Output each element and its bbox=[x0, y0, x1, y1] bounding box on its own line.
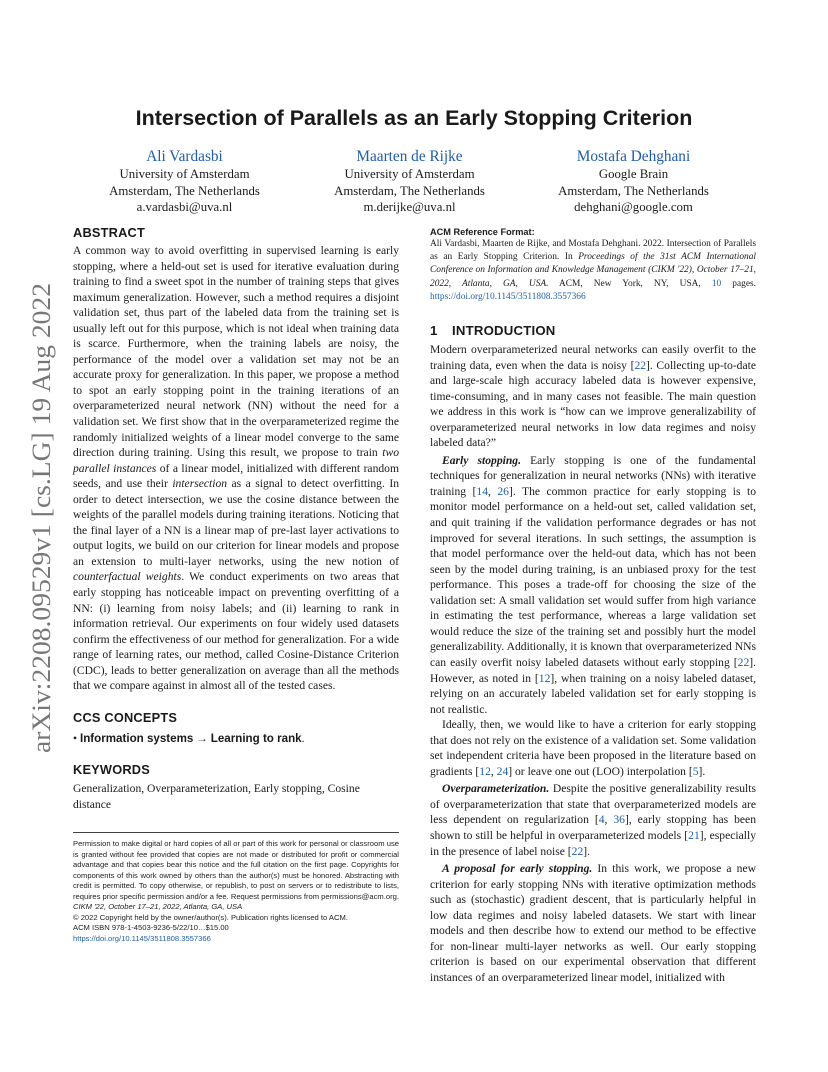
citation-link[interactable]: 22 bbox=[571, 844, 584, 858]
author-location: Amsterdam, The Netherlands bbox=[109, 183, 260, 198]
author-email: m.derijke@uva.nl bbox=[363, 200, 456, 214]
author-name[interactable]: Maarten de Rijke bbox=[356, 148, 463, 165]
author-affiliation: University of Amsterdam bbox=[119, 167, 250, 181]
keywords-heading: KEYWORDS bbox=[73, 762, 150, 778]
author-1 bbox=[72, 148, 297, 216]
isbn: ACM ISBN 978-1-4503-9236-5/22/10…$15.00 bbox=[73, 923, 229, 932]
left-column bbox=[73, 225, 399, 812]
author-3 bbox=[521, 148, 746, 216]
author-affiliation: Google Brain bbox=[598, 167, 669, 181]
citation-link[interactable]: 22 bbox=[634, 358, 647, 372]
arxiv-identifier-text: arXiv:2208.09529v1 [cs.LG] 19 Aug 2022 bbox=[27, 309, 56, 753]
author-name[interactable]: Mostafa Dehghani bbox=[576, 148, 691, 165]
conference-info: CIKM '22, October 17–21, 2022, Atlanta, GA, USA bbox=[73, 902, 243, 911]
ccs-heading: CCS CONCEPTS bbox=[73, 709, 178, 725]
keywords-text: Generalization, Overparameterization, Early stopping, Cosine distance bbox=[73, 782, 360, 811]
page-count-link[interactable]: 10 bbox=[711, 278, 722, 289]
abstract-text: A common way to avoid overfitting in supervised learning is early stopping, where a held-out set is used for iterative evaluation during training to find a sweet spot in the number of training steps that gives maximum generalization. However, such a method requires a disjoint validation set, thus part of the labeled data from the training set is usually left out for this purpose, which is not ideal when training data is scarce. Furthermore, when the training labels are noisy, the performance of the model over a validation set may not be an accurate proxy for generalization. In this paper, we propose a method to spot an early stopping point in the training iterations of an overparameterized neural network (NN) without the need for a validation set. We first show that in the overparameterized regime the randomly initialized weights of a linear model converge to the same direction during training. Using this result, we propose to train two parallel instances of a linear model, initialized with different random seeds, and use their intersection as a signal to detect overfitting. In order to detect intersection, we use the cosine distance between the weights of the parallel models during training iterations. Noticing that the final layer of a NN is a linear map of pre-last layer activations to output logits, we build on our criterion for linear models and propose an extension to multi-layer networks, using the new notion of counterfactual weights. We conduct experiments on two areas that early stopping has noticeable impact on preventing overfitting of a NN: (i) learning from noisy labels; and (ii) learning to rank in information retrieval. Our experiments on four widely used datasets confirm the effectiveness of our method for generalization. For a wide range of learning rates, our method, called Cosine-Distance Criterion (CDC), leads to better generalization on average than all the methods that we compare against in almost all of the tested cases. bbox=[73, 244, 399, 693]
author-email: a.vardasbi@uva.nl bbox=[136, 200, 233, 214]
copyright-notice: © 2022 Copyright held by the owner/author(s). Publication rights licensed to ACM. bbox=[73, 912, 348, 922]
paper-title: Intersection of Parallels as an Early Stopping Criterion bbox=[135, 106, 693, 130]
citation-link[interactable]: 22 bbox=[737, 655, 750, 669]
abstract-heading: ABSTRACT bbox=[73, 225, 145, 240]
ccs-concepts: • Information systems → Learning to rank. bbox=[73, 731, 305, 745]
citation-link[interactable]: 24 bbox=[496, 764, 509, 778]
author-email: dehghani@google.com bbox=[574, 200, 693, 214]
citation-link[interactable]: 4 bbox=[598, 813, 605, 827]
citation-link[interactable]: 26 bbox=[497, 484, 509, 498]
author-name[interactable]: Ali Vardasbi bbox=[146, 148, 223, 165]
doi-link[interactable]: https://doi.org/10.1145/3511808.3557366 bbox=[73, 933, 211, 943]
right-column bbox=[430, 227, 756, 985]
intro-paragraph-early-stopping: Early stopping. Early stopping is one of the fundamental techniques for generalization in neural networks (NNs) with iterative training [14, 26]. The common practice for early stopping is to monitor model performance on a held-out set, called validation set, and quit training if the validation performance degrades or has not improved for several iterations. In such settings, the assumption is that model performance over the held-out data, which has not been seen by the model during training, is an unbiased proxy for the test performance. This poses a trade-off for choosing the size of the validation set: A small validation set would suffer from high variance in estimating the test performance, whereas a large validation set would reduce the size of the training set and possibly hurt the model generalizability. Additionally, it is known that overparameterized NNs can easily overfit noisy labeled datasets without early stopping [22]. However, as noted in [12], when training on a noisy labeled dataset, relying on an accurately labeled validation set for early stopping is not realistic. bbox=[430, 453, 756, 716]
citation-link[interactable]: 36 bbox=[613, 813, 625, 827]
reference-format-text: Ali Vardasbi, Maarten de Rijke, and Mostafa Dehghani. 2022. Intersection of Parallels as an Early Stopping Criterion. In Proceedings of the 31st ACM International Conference on Information and Knowledge Management (CIKM '22), October 17–21, 2022, Atlanta, GA, USA. ACM, New York, NY, USA, 10 pages. https://doi.org/10.1145/3511808.3557366 bbox=[430, 239, 756, 302]
intro-paragraph-proposal: A proposal for early stopping. In this work, we propose a new criterion for early stopping NNs with iterative optimization methods such as (stochastic) gradient descent, that is particularly helpful in low data regimes and noisy labeled datasets. We start with linear models and then describe how to extend our method to be effective for non-linear multi-layer networks as well. Our early stopping criterion is based on our experimental observation that different instances of an overparameterized linear model, initialized with bbox=[430, 862, 757, 984]
arxiv-identifier bbox=[20, 283, 60, 753]
reference-format-heading: ACM Reference Format: bbox=[430, 227, 535, 237]
citation-link[interactable]: 12 bbox=[479, 764, 491, 778]
author-block bbox=[72, 148, 746, 218]
section-introduction-heading: 1 INTRODUCTION bbox=[430, 323, 556, 339]
author-affiliation: University of Amsterdam bbox=[344, 167, 475, 181]
author-location: Amsterdam, The Netherlands bbox=[558, 183, 709, 198]
intro-paragraph-1: Modern overparameterized neural networks can easily overfit to the training data, even when the data is noisy [22]. Collecting up-to-date and large-scale high accuracy labeled data is however expensive, time-consuming, and in many cases not feasible. The main question we address in this work is “how can we improve generalizability of overparameterized neural networks in low data regimes and noisy labeled data?” bbox=[430, 343, 756, 450]
citation-link[interactable]: 5 bbox=[692, 764, 699, 778]
permission-text: Permission to make digital or hard copies of all or part of this work for personal or classroom use is granted without fee provided that copies are not made or distributed for profit or commercial advantage and that copies bear this notice and the full citation on the first page. Copyrights for components of this work owned by others than the author(s) must be honored. Abstracting with credit is permitted. To copy otherwise, or republish, to post on servers or to redistribute to lists, requires prior specific permission and/or a fee. Request permissions from permissions@acm.org. bbox=[73, 839, 399, 901]
citation-link[interactable]: 12 bbox=[538, 671, 551, 685]
intro-paragraph-3: Ideally, then, we would like to have a criterion for early stopping that does not rely on the existence of a validation set. Some validation set independent criteria have been proposed in the literature based on gradients [12, 24] or leave one out (LOO) interpolation [5]. bbox=[430, 718, 756, 778]
citation-link[interactable]: 21 bbox=[688, 828, 700, 842]
author-location: Amsterdam, The Netherlands bbox=[334, 183, 485, 198]
reference-doi-link[interactable]: https://doi.org/10.1145/3511808.3557366 bbox=[430, 291, 586, 302]
permission-footnote bbox=[73, 832, 399, 944]
intro-paragraph-overparameterization: Overparameterization. Despite the positive generalizability results of overparameterization that state that overparameterized models are less dependent on regularization [4, 36], early stopping has been shown to still be helpful in overparameterized models [21], especially in the presence of label noise [22]. bbox=[430, 782, 756, 858]
citation-link[interactable]: 14 bbox=[476, 484, 488, 498]
author-2 bbox=[297, 148, 522, 216]
